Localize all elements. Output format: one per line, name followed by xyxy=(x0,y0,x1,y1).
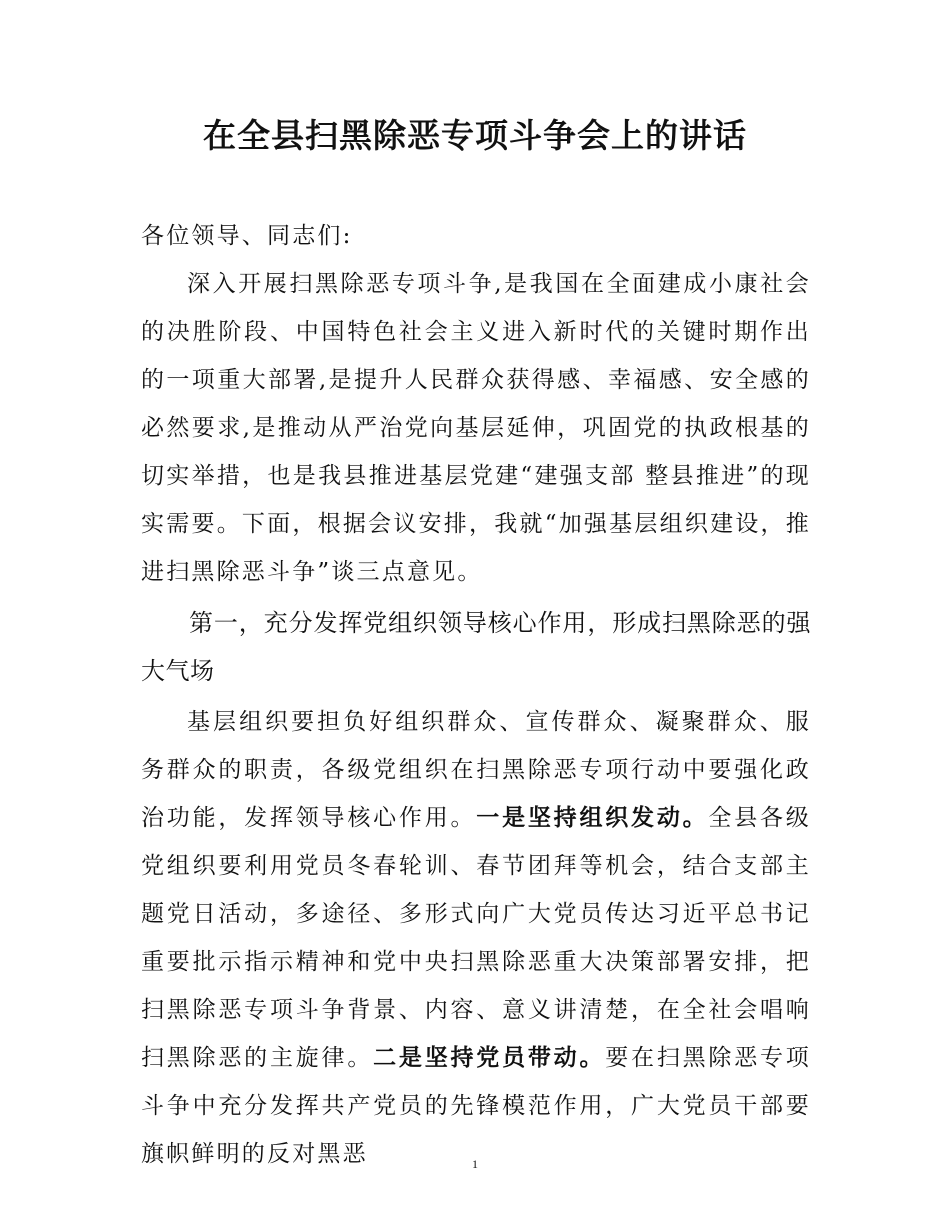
paragraph-text: 全县各级党组织要利用党员冬春轮训、春节团拜等机会，结合支部主题党日活动，多途径、多形式向广大党员传达习近平总书记重要批示指示精神和党中央扫黑除恶重大决策部署安排，把扫黑除恶专项斗争背景、内容、意义讲清楚，在全社会唱响扫黑除恶的主旋律。 xyxy=(141,805,811,1071)
paragraph-text: 要在扫黑除恶专项斗争中充分发挥共产党员的先锋模范作用，广大党员干部要旗帜鲜明的反对黑恶 xyxy=(141,1045,811,1167)
document-title: 在全县扫黑除恶专项斗争会上的讲话 xyxy=(203,116,747,155)
document-body xyxy=(141,212,811,1178)
paragraph-text: 基层组织要担负好组织群众、宣传群众、凝聚群众、服务群众的职责，各级党组织在扫黑除恶专项行动中要强化政治功能，发挥领导核心作用。 xyxy=(141,709,811,831)
bold-point-one: 一是坚持组织发动。 xyxy=(476,804,709,831)
section-paragraph xyxy=(141,698,811,1178)
page-number: 1 xyxy=(472,1157,478,1171)
bold-point-two: 二是坚持党员带动。 xyxy=(373,1044,606,1071)
intro-paragraph: 深入开展扫黑除恶专项斗争,是我国在全面建成小康社会的决胜阶段、中国特色社会主义进入新时代的关键时期作出的一项重大部署,是提升人民群众获得感、幸福感、安全感的必然要求,是推动从严治党向基层延伸，巩固党的执政根基的切实举措，也是我县推进基层党建“建强支部 整县推进”的现实需要。下面，根据会议安排，我就“加强基层组织建设，推进扫黑除恶斗争”谈三点意见。 xyxy=(141,271,811,585)
section-heading: 第一，充分发挥党组织领导核心作用，形成扫黑除恶的强大气场 xyxy=(141,609,811,685)
salutation: 各位领导、同志们: xyxy=(141,223,353,249)
